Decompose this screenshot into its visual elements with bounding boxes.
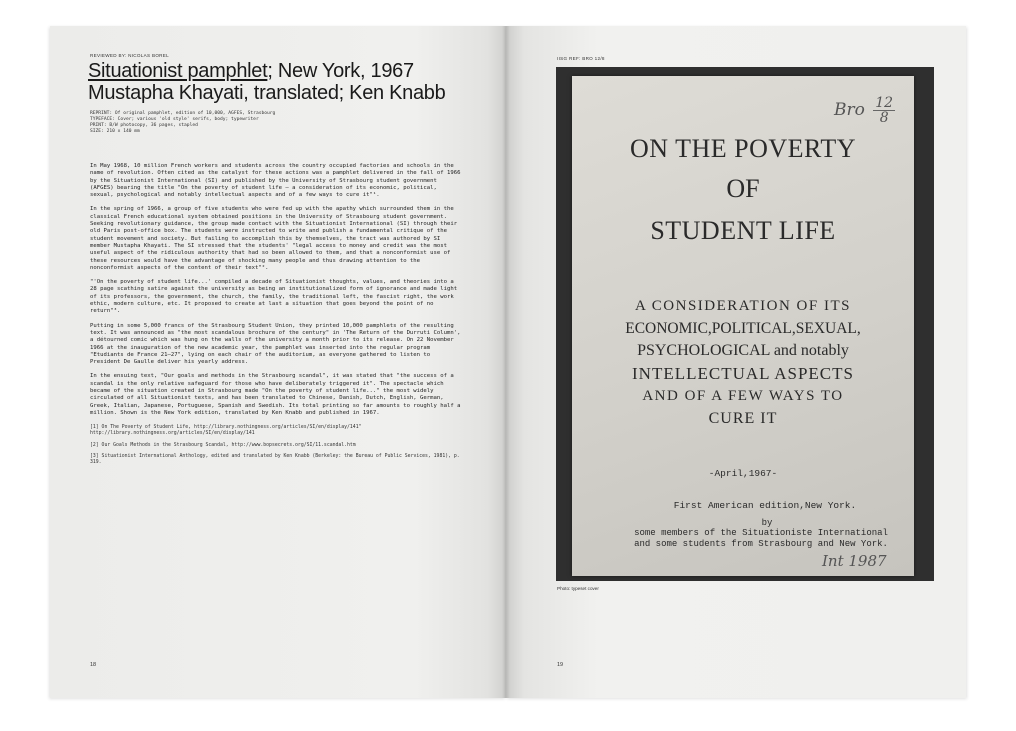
paragraph: "'On the poverty of student life...' compiled a decade of Situationist thoughts, values, and theories into a 28 page scathing satire against the university as being an institutionalized form of ignorance and made light of its professors, the government, the church, the family, the traditional left, the fascist right, the work ethic, modern culture, etc. It proposed to create at last a situation that goes beyond the point of no return"³.	[90, 279, 458, 315]
shelfmark-fraction	[873, 96, 895, 125]
cover-subtitle-5: AND OF A FEW WAYS TO	[642, 388, 844, 404]
right-page	[506, 26, 966, 698]
paragraph: In the spring of 1966, a group of five students who were fed up with the apathy which surrounded them in the classical French educational system obtained positions in the University of Strasbourg student government. Seeking revolutionary guidance, the group made contact with the Situationist International (SI) through their old Paris post-office box. The students were instructed to write and publish a fundamental critique of the student movement and society. But failing to accomplish this by themselves, the tract was authored by SI member Mustapha Khayati. The SI stressed that the students' "legal access to money and credit was the most useful aspect of the ridiculous authority that had so been allowed to them, and that a nonconformist use of these resources would have the advantage of shocking many people and thus drawing attention to the nonconformist aspects of the content of their text"².	[90, 206, 458, 271]
handwritten-shelfmark	[834, 96, 895, 125]
cover-credit-2: and some students from Strasbourg and New York.	[634, 539, 888, 549]
photo-caption: Photo: typeset cover	[557, 586, 599, 591]
pamphlet-cover	[572, 76, 914, 576]
title-rest: ; New York, 1967	[267, 60, 414, 82]
cover-subtitle-3: PSYCHOLOGICAL and notably	[637, 342, 849, 359]
magazine-spread	[50, 26, 966, 698]
cover-photo	[556, 67, 934, 581]
reviewed-by: REVIEWED BY: NICOLAS BOREL	[90, 53, 170, 58]
meta-size: SIZE: 210 x 140 mm	[90, 129, 140, 134]
cover-credit-1: some members of the Situationiste International	[634, 528, 888, 538]
paragraph: Putting in some 5,000 francs of the Strasbourg Student Union, they printed 10,000 pamphlets of the resulting text. It was announced as "the most scandalous brochure of the century" in 'The Return of the Durruti Column', a détourned comic which was hung on the walls of the university a month prior to its release. On 22 November 1966 at the inauguration of the new academic year, the pamphlet was inserted into the regular program "Etudiants de France 21–27", lying on each chair of the auditorium, as everyone gathered to listen to President De Gaulle deliver his yearly address.	[90, 322, 461, 366]
archive-reference: IISG REF: BRO 12/8	[557, 56, 605, 61]
page-number-left: 18	[90, 662, 97, 668]
cover-date: -April,1967-	[708, 468, 778, 479]
cover-subtitle-2: ECONOMIC,POLITICAL,SEXUAL,	[625, 320, 861, 337]
paragraph: In May 1968, 10 million French workers and students across the country occupied factories and schools in the name of revolution. Often cited as the catalyst for these actions was a pamphlet delivered in the fall of 1966 by the Situationist International (SI) and published by the University of Strasbourg student government (AFGES) bearing the title "On the poverty of student life — a consideration of its economic, political, sexual, psychological and notably intellectual aspects and of a few ways to cure it"¹.	[90, 163, 461, 199]
shelfmark-prefix: Bro	[834, 100, 865, 120]
cover-title-line-1: ON THE POVERTY	[630, 134, 856, 163]
cover-title-line-2: OF	[726, 174, 760, 203]
cover-subtitle-6: CURE IT	[708, 410, 778, 427]
title-line-2: Mustapha Khayati, translated; Ken Knabb	[88, 82, 446, 104]
meta-typeface: TYPEFACE: Cover; various 'old style' serifs, body; typewriter	[90, 117, 259, 122]
cover-edition: First American edition,New York.	[673, 500, 857, 511]
handwritten-note: Int 1987	[822, 552, 887, 570]
page-gutter	[502, 26, 510, 698]
footnote: [2] Our Goals Methods in the Strasbourg Scandal, http://www.bopsecrets.org/SI/11.scandal.htm	[90, 442, 356, 448]
footnotes	[90, 425, 462, 466]
cover-title-line-3: STUDENT LIFE	[650, 216, 836, 245]
footnote: [1] On The Poverty of Student Life, http://library.nothingness.org/articles/SI/en/display/141" http://library.nothingness.org/articles/SI/en/display/141	[90, 425, 362, 437]
shelfmark-numerator: 12	[875, 95, 894, 111]
article-body	[90, 163, 462, 471]
cover-subtitle-4: INTELLECTUAL ASPECTS	[632, 364, 854, 383]
meta-print: PRINT: B/W photocopy, 36 pages, stapled	[90, 123, 198, 128]
cover-subtitle-1: A CONSIDERATION OF ITS	[635, 298, 851, 314]
paragraph: In the ensuing text, "Our goals and methods in the Strasbourg scandal", it was stated that "the success of a scandal is the only relative safeguard for those who have deliberately triggered it". The spectacle which became of the situation created in Strasbourg made "On the poverty of student life..." the most widely circulated of all Situationist texts, and has been translated to Chinese, Danish, Dutch, English, German, Greek, Italian, Japanese, Portuguese, Spanish and Swedish. Its total printing so far amounts to roughly half a million. Shown is the New York edition, translated by Ken Knabb and published in 1967.	[90, 373, 461, 416]
publication-meta	[90, 111, 275, 135]
title-underlined: Situationist pamphlet	[88, 60, 268, 82]
shelfmark-denominator: 8	[879, 110, 889, 126]
page-number-right: 19	[557, 662, 564, 668]
article-title	[88, 60, 503, 104]
left-page	[50, 26, 506, 698]
footnote: [3] Situationist International Anthology, edited and translated by Ken Knabb (Berkeley: the Bureau of Public Services, 1981), p. 319.	[90, 453, 460, 466]
cover-by: by	[761, 518, 773, 528]
meta-reprint: REPRINT: Of original pamphlet, edition of 10,000, AGFES, Strasbourg	[90, 111, 276, 116]
